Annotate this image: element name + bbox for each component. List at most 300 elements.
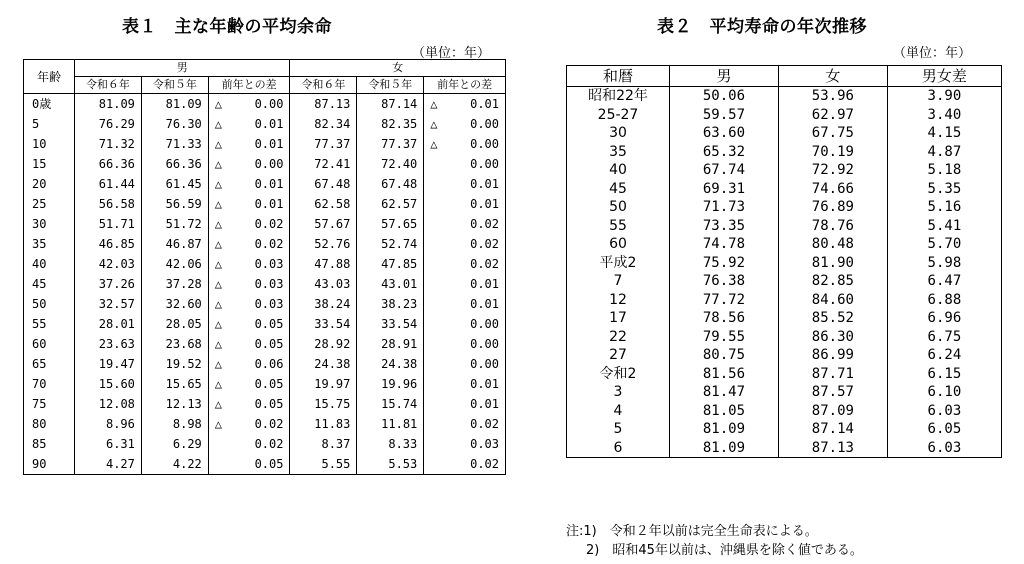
male-r6-cell: 56.58 [75,194,142,214]
table-row [24,454,506,475]
decrease-marker: △ [214,297,223,311]
table-row [24,94,506,115]
decrease-marker: △ [214,377,223,391]
male-r6-cell: 15.60 [75,374,142,394]
table-row [24,434,506,454]
era-cell: 27 [567,346,670,365]
diff-value: 0.00 [470,117,499,131]
table-row [567,309,1002,328]
diff-value: 0.01 [470,177,499,191]
male-diff-cell [208,434,290,454]
table2-life-expectancy-trend [566,65,1002,458]
table-row [24,134,506,154]
table-row [567,272,1002,291]
female-diff-cell [424,354,506,374]
male-cell: 65.32 [670,143,779,162]
gap-cell: 6.88 [887,291,1001,310]
age-cell: 90 [24,454,75,475]
table-row [567,383,1002,402]
male-cell: 50.06 [670,87,779,106]
female-r6-cell: 11.83 [290,414,357,434]
male-diff-cell [208,194,290,214]
table-row [567,402,1002,421]
diff-value: 0.02 [254,217,284,231]
table-row [567,106,1002,125]
era-cell: 40 [567,161,670,180]
male-r5-cell: 51.72 [141,214,208,234]
male-r5-cell: 15.65 [141,374,208,394]
diff-value: 0.01 [470,397,499,411]
female-r6-cell: 47.88 [290,254,357,274]
era-cell: 45 [567,180,670,199]
male-cell: 74.78 [670,235,779,254]
diff-value: 0.01 [470,297,499,311]
decrease-marker: △ [214,97,223,111]
female-cell: 67.75 [778,124,887,143]
male-r5-cell: 12.13 [141,394,208,414]
female-r6-cell: 52.76 [290,234,357,254]
age-cell: 70 [24,374,75,394]
diff-value: 0.00 [254,157,284,171]
female-cell: 70.19 [778,143,887,162]
male-diff-cell [208,114,290,134]
era-cell: 60 [567,235,670,254]
male-r6-cell: 19.47 [75,354,142,374]
age-cell: 80 [24,414,75,434]
male-r5-cell: 37.28 [141,274,208,294]
female-cell: 86.99 [778,346,887,365]
header-age: 年齢 [24,60,75,94]
gap-cell: 6.03 [887,439,1001,458]
male-cell: 63.60 [670,124,779,143]
female-r5-cell: 82.35 [357,114,424,134]
female-r5-cell: 15.74 [357,394,424,414]
table1-unit: （単位：年） [412,46,491,61]
age-cell: 15 [24,154,75,174]
female-diff-cell [424,174,506,194]
diff-value: 0.02 [254,437,284,451]
table-row [24,294,506,314]
female-r6-cell: 87.13 [290,94,357,115]
diff-value: 0.02 [470,217,499,231]
male-diff-cell [208,274,290,294]
decrease-marker: △ [214,217,223,231]
male-diff-cell [208,234,290,254]
age-cell: 30 [24,214,75,234]
decrease-marker: △ [214,357,223,371]
male-cell: 81.05 [670,402,779,421]
diff-value: 0.01 [470,277,499,291]
female-r6-cell: 57.67 [290,214,357,234]
female-r6-cell: 8.37 [290,434,357,454]
male-r6-cell: 81.09 [75,94,142,115]
table-row [24,354,506,374]
diff-value: 0.00 [470,317,499,331]
diff-value: 0.02 [254,417,284,431]
female-diff-cell [424,274,506,294]
table-row [24,274,506,294]
decrease-marker: △ [214,237,223,251]
era-cell: 3 [567,383,670,402]
female-r6-cell: 28.92 [290,334,357,354]
era-cell: 17 [567,309,670,328]
header-male: 男 [75,60,290,77]
table1-title: 表１ 主な年齢の平均余命 [122,17,332,37]
diff-value: 0.00 [470,157,499,171]
era-cell: 昭和22年 [567,87,670,106]
male-r6-cell: 51.71 [75,214,142,234]
female-diff-cell [424,394,506,414]
decrease-marker: △ [214,117,223,131]
table-row [24,154,506,174]
female-cell: 86.30 [778,328,887,347]
table-row [567,291,1002,310]
header-female-diff: 前年との差 [424,77,506,94]
age-cell: 10 [24,134,75,154]
table-row [567,328,1002,347]
male-cell: 81.47 [670,383,779,402]
age-cell: 0歳 [24,94,75,115]
female-r5-cell: 33.54 [357,314,424,334]
diff-value: 0.01 [254,117,284,131]
table-row [24,374,506,394]
age-cell: 75 [24,394,75,414]
age-cell: 50 [24,294,75,314]
table-row [24,414,506,434]
male-cell: 77.72 [670,291,779,310]
table-row [567,217,1002,236]
female-r5-cell: 87.14 [357,94,424,115]
table-row [24,314,506,334]
male-r5-cell: 56.59 [141,194,208,214]
diff-value: 0.05 [254,337,284,351]
female-cell: 78.76 [778,217,887,236]
female-cell: 84.60 [778,291,887,310]
male-diff-cell [208,214,290,234]
gap-cell: 6.03 [887,402,1001,421]
table-row [567,87,1002,106]
gap-cell: 6.75 [887,328,1001,347]
diff-value: 0.02 [470,237,499,251]
table-row [567,439,1002,458]
header-female: 女 [290,60,506,77]
female-diff-cell [424,434,506,454]
male-r6-cell: 61.44 [75,174,142,194]
era-cell: 25-27 [567,106,670,125]
diff-value: 0.05 [254,457,284,471]
female-diff-cell [424,234,506,254]
female-cell: 76.89 [778,198,887,217]
male-r5-cell: 76.30 [141,114,208,134]
male-r6-cell: 66.36 [75,154,142,174]
table-row [567,365,1002,384]
diff-value: 0.02 [470,457,499,471]
decrease-marker: △ [214,317,223,331]
female-diff-cell [424,254,506,274]
female-r5-cell: 24.38 [357,354,424,374]
male-r6-cell: 76.29 [75,114,142,134]
diff-value: 0.05 [254,397,284,411]
table2-title: 表２ 平均寿命の年次推移 [657,17,867,37]
male-r5-cell: 4.22 [141,454,208,475]
era-cell: 12 [567,291,670,310]
female-r6-cell: 43.03 [290,274,357,294]
male-cell: 78.56 [670,309,779,328]
female-r5-cell: 72.40 [357,154,424,174]
diff-value: 0.02 [470,417,499,431]
female-diff-cell [424,454,506,475]
male-cell: 69.31 [670,180,779,199]
female-cell: 53.96 [778,87,887,106]
male-r5-cell: 32.60 [141,294,208,314]
diff-value: 0.00 [470,137,499,151]
era-cell: 5 [567,420,670,439]
female-cell: 85.52 [778,309,887,328]
header-female-r5: 令和５年 [357,77,424,94]
male-r6-cell: 12.08 [75,394,142,414]
era-cell: 7 [567,272,670,291]
diff-value: 0.00 [470,337,499,351]
diff-value: 0.03 [254,277,284,291]
male-r6-cell: 6.31 [75,434,142,454]
gap-cell: 3.40 [887,106,1001,125]
footnote-2: 2) 昭和45年以前は、沖縄県を除く値である。 [586,543,863,558]
female-r5-cell: 52.74 [357,234,424,254]
age-cell: 35 [24,234,75,254]
table-row [24,334,506,354]
gap-cell: 5.35 [887,180,1001,199]
gap-cell: 6.10 [887,383,1001,402]
decrease-marker: △ [214,417,223,431]
gap-cell: 5.70 [887,235,1001,254]
header-female-r6: 令和６年 [290,77,357,94]
female-diff-cell [424,314,506,334]
female-r6-cell: 33.54 [290,314,357,334]
male-diff-cell [208,354,290,374]
diff-value: 0.02 [470,257,499,271]
decrease-marker: △ [214,157,223,171]
age-cell: 5 [24,114,75,134]
decrease-marker: △ [214,337,223,351]
female-r5-cell: 38.23 [357,294,424,314]
male-r5-cell: 6.29 [141,434,208,454]
female-diff-cell [424,94,506,115]
age-cell: 45 [24,274,75,294]
female-diff-cell [424,294,506,314]
gap-cell: 5.18 [887,161,1001,180]
male-r6-cell: 23.63 [75,334,142,354]
male-cell: 59.57 [670,106,779,125]
gap-cell: 6.47 [887,272,1001,291]
gap-cell: 6.96 [887,309,1001,328]
male-r5-cell: 42.06 [141,254,208,274]
table-row [24,114,506,134]
male-r6-cell: 32.57 [75,294,142,314]
era-cell: 30 [567,124,670,143]
diff-value: 0.03 [254,257,284,271]
header-male-r6: 令和６年 [75,77,142,94]
female-cell: 62.97 [778,106,887,125]
decrease-marker: △ [214,257,223,271]
table-row [567,235,1002,254]
male-cell: 80.75 [670,346,779,365]
era-cell: 22 [567,328,670,347]
era-cell: 令和2 [567,365,670,384]
male-cell: 81.09 [670,439,779,458]
age-cell: 25 [24,194,75,214]
female-r5-cell: 11.81 [357,414,424,434]
female-cell: 80.48 [778,235,887,254]
table-row [24,254,506,274]
female-cell: 81.90 [778,254,887,273]
footnote-1: 注:1) 令和２年以前は完全生命表による。 [566,524,818,539]
female-cell: 87.09 [778,402,887,421]
male-cell: 81.09 [670,420,779,439]
table-row [24,394,506,414]
diff-value: 0.02 [254,237,284,251]
decrease-marker: △ [214,197,223,211]
female-cell: 87.13 [778,439,887,458]
male-r5-cell: 23.68 [141,334,208,354]
diff-value: 0.01 [254,197,284,211]
age-cell: 40 [24,254,75,274]
table-row [567,180,1002,199]
gap-cell: 5.41 [887,217,1001,236]
header-male-r5: 令和５年 [141,77,208,94]
female-diff-cell [424,154,506,174]
decrease-marker: △ [214,397,223,411]
male-diff-cell [208,154,290,174]
female-cell: 74.66 [778,180,887,199]
age-cell: 55 [24,314,75,334]
male-diff-cell [208,374,290,394]
table-row [24,234,506,254]
male-diff-cell [208,134,290,154]
table-row [24,214,506,234]
gap-cell: 6.05 [887,420,1001,439]
age-cell: 60 [24,334,75,354]
male-r6-cell: 71.32 [75,134,142,154]
female-r5-cell: 43.01 [357,274,424,294]
table-row [24,174,506,194]
diff-value: 0.01 [254,137,284,151]
decrease-marker: △ [430,97,438,111]
table-row [567,143,1002,162]
age-cell: 85 [24,434,75,454]
male-r6-cell: 37.26 [75,274,142,294]
age-cell: 20 [24,174,75,194]
table-row [567,346,1002,365]
female-diff-cell [424,134,506,154]
male-diff-cell [208,254,290,274]
female-r5-cell: 28.91 [357,334,424,354]
male-r5-cell: 71.33 [141,134,208,154]
table-row [24,194,506,214]
gap-cell: 5.16 [887,198,1001,217]
header-male-diff: 前年との差 [208,77,290,94]
female-r6-cell: 67.48 [290,174,357,194]
diff-value: 0.01 [470,377,499,391]
female-r5-cell: 57.65 [357,214,424,234]
female-r6-cell: 82.34 [290,114,357,134]
male-cell: 76.38 [670,272,779,291]
diff-value: 0.01 [470,197,499,211]
table-row [567,420,1002,439]
table-row [567,254,1002,273]
male-diff-cell [208,94,290,115]
male-cell: 75.92 [670,254,779,273]
decrease-marker: △ [214,177,223,191]
gap-cell: 4.15 [887,124,1001,143]
female-diff-cell [424,114,506,134]
diff-value: 0.03 [254,297,284,311]
era-cell: 50 [567,198,670,217]
male-r5-cell: 61.45 [141,174,208,194]
male-r5-cell: 81.09 [141,94,208,115]
female-diff-cell [424,214,506,234]
era-cell: 4 [567,402,670,421]
female-diff-cell [424,194,506,214]
female-r6-cell: 77.37 [290,134,357,154]
female-r6-cell: 15.75 [290,394,357,414]
male-r5-cell: 46.87 [141,234,208,254]
decrease-marker: △ [214,137,223,151]
gap-cell: 6.24 [887,346,1001,365]
table-row [567,198,1002,217]
diff-value: 0.01 [470,97,499,111]
era-cell: 55 [567,217,670,236]
female-r5-cell: 5.53 [357,454,424,475]
table-row [567,161,1002,180]
male-diff-cell [208,454,290,475]
female-cell: 82.85 [778,272,887,291]
decrease-marker: △ [430,137,438,151]
female-diff-cell [424,334,506,354]
era-cell: 35 [567,143,670,162]
female-r5-cell: 19.96 [357,374,424,394]
age-cell: 65 [24,354,75,374]
gap-cell: 3.90 [887,87,1001,106]
table1-life-expectancy-by-age [23,59,506,475]
female-r6-cell: 38.24 [290,294,357,314]
table2-unit: （単位：年） [893,46,972,61]
diff-value: 0.00 [470,357,499,371]
male-diff-cell [208,334,290,354]
male-r6-cell: 4.27 [75,454,142,475]
male-r5-cell: 8.98 [141,414,208,434]
female-diff-cell [424,374,506,394]
female-r5-cell: 77.37 [357,134,424,154]
male-cell: 73.35 [670,217,779,236]
diff-value: 0.00 [254,97,284,111]
male-diff-cell [208,294,290,314]
male-cell: 81.56 [670,365,779,384]
decrease-marker: △ [214,277,223,291]
female-r5-cell: 67.48 [357,174,424,194]
male-r6-cell: 46.85 [75,234,142,254]
diff-value: 0.03 [470,437,499,451]
male-r6-cell: 42.03 [75,254,142,274]
female-cell: 87.71 [778,365,887,384]
male-cell: 79.55 [670,328,779,347]
gap-cell: 6.15 [887,365,1001,384]
header-female: 女 [778,66,887,87]
female-r6-cell: 62.58 [290,194,357,214]
diff-value: 0.05 [254,317,284,331]
diff-value: 0.01 [254,177,284,191]
female-r5-cell: 47.85 [357,254,424,274]
female-r5-cell: 8.33 [357,434,424,454]
